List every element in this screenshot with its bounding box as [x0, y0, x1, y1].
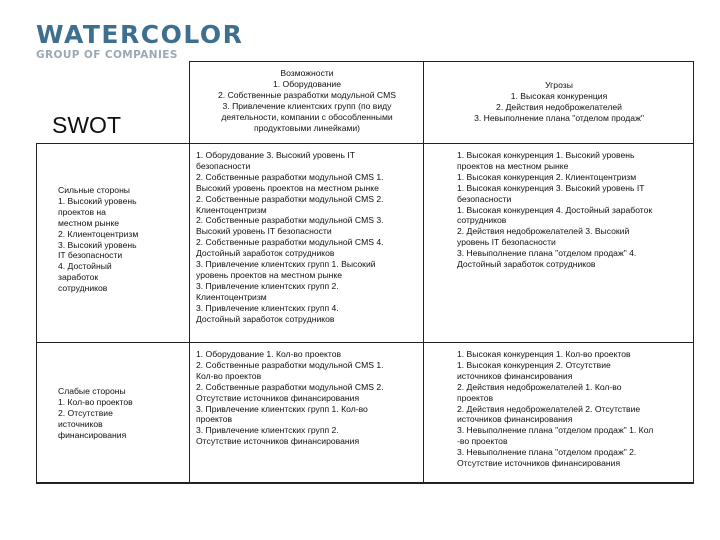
table-line-col1	[189, 61, 190, 484]
table-line-left	[36, 143, 37, 484]
table-line-bottom	[36, 482, 694, 484]
logo-subtitle: GROUP OF COMPANIES	[36, 49, 178, 61]
threats-header: Угрозы 1. Высокая конкуренция 2. Действия недоброжелателей 3. Невыполнение плана "отделом продаж"	[474, 80, 644, 123]
opportunities-header: Возможности 1. Оборудование 2. Собственные разработки модульной CMS 3. Привлечение клиентских групп (по виду деятельности, компании с обособленными продуктовыми линейками)	[218, 68, 396, 133]
strengths-label: Сильные стороны 1. Высокий уровень проектов на местном рынке 2. Клиентоцентризм 3. Высокий уровень IT безопасности 4. Достойный заработок сотрудников	[58, 185, 139, 294]
logo-wordmark: WATERCOLOR	[36, 20, 244, 49]
strengths-opportunities-cell: 1. Оборудование 3. Высокий уровень IT безопасности 2. Собственные разработки модульной CMS 1. Высокий уровень проектов на местном рынке 2. Собственные разработки модульной CMS 2. Клиентоцентризм 2. Собственные разработки модульной CMS 3. Высокий уровень IT безопасности 2. Собственные разработки модульной CMS 4. Достойный заработок сотрудников 3. Привлечение клиентских групп 1. Высокий уровень проектов на местном рынке 3. Привлечение клиентских групп 2. Клиентоцентризм 3. Привлечение клиентских групп 4. Достойный заработок сотрудников	[196, 150, 384, 324]
weaknesses-threats-cell: 1. Высокая конкуренция 1. Кол-во проектов 1. Высокая конкуренция 2. Отсутствие источников финансирования 2. Действия недоброжелателей 1. Кол-во проектов 2. Действия недоброжелателей 2. Отсутствие источников финансирования 3. Невыполнение плана "отделом продаж" 1. Кол -во проектов 3. Невыполнение плана "отделом продаж" 2. Отсутствие источников финансирования	[457, 349, 654, 469]
swot-title: SWOT	[52, 112, 121, 138]
weaknesses-opportunities-cell: 1. Оборудование 1. Кол-во проектов 2. Собственные разработки модульной CMS 1. Кол-во проектов 2. Собственные разработки модульной CMS 2. Отсутствие источников финансирования 3. Привлечение клиентских групп 1. Кол-во проектов 3. Привлечение клиентских групп 2. Отсутствие источников финансирования	[196, 349, 384, 447]
strengths-threats-cell: 1. Высокая конкуренция 1. Высокий уровень проектов на местном рынке 1. Высокая конкуренция 2. Клиентоцентризм 1. Высокая конкуренция 3. Высокий уровень IT безопасности 1. Высокая конкуренция 4. Достойный заработок сотрудников 2. Действия недоброжелателей 3. Высокий уровень IT безопасности 3. Невыполнение плана "отделом продаж" 4. Достойный заработок сотрудников	[457, 150, 653, 270]
table-line-middle	[36, 342, 694, 343]
table-line-col2	[423, 61, 424, 484]
weaknesses-label: Слабые стороны 1. Кол-во проектов 2. Отсутствие источников финансирования	[58, 386, 133, 440]
table-line-header-bottom	[36, 143, 694, 144]
table-line-top	[189, 61, 694, 62]
company-logo	[36, 22, 243, 61]
table-line-right	[693, 61, 694, 484]
